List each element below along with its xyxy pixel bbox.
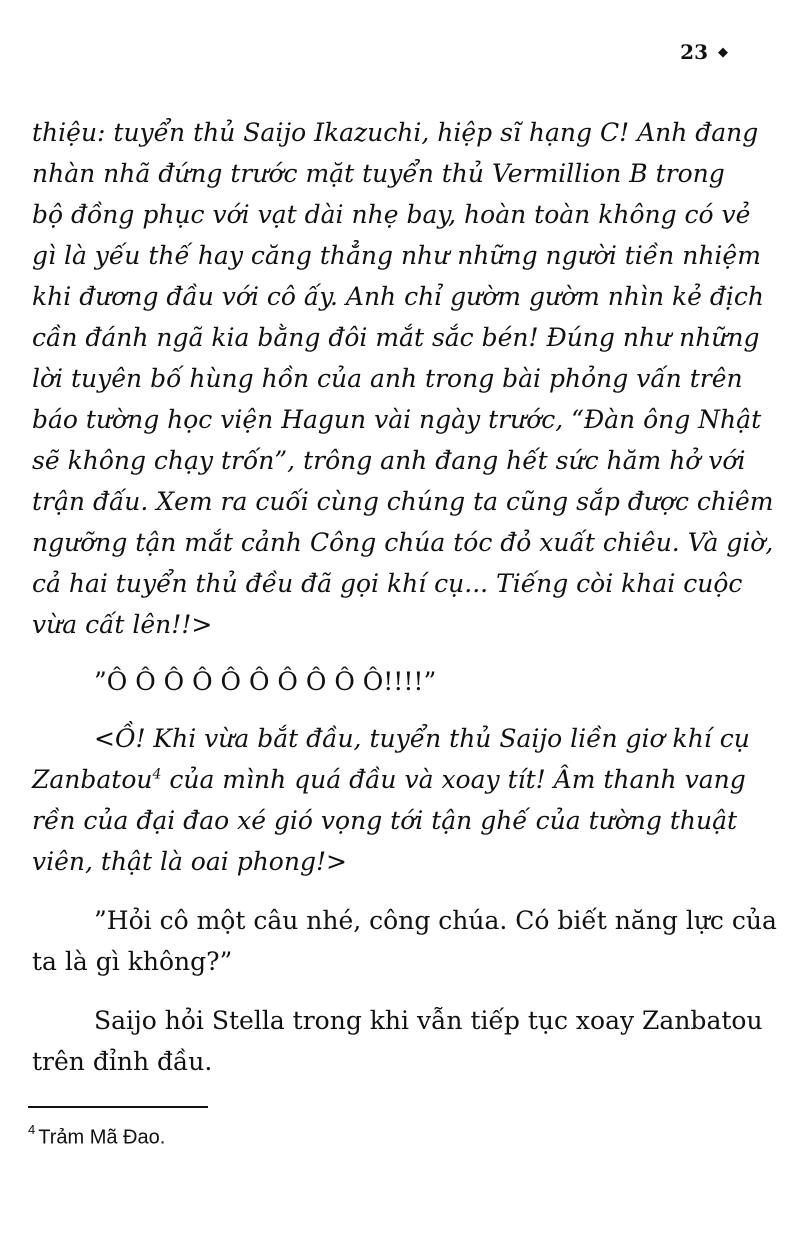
page-number: 23	[680, 40, 708, 64]
footnote-text: Trảm Mã Đao.	[38, 1126, 166, 1149]
text-line: rền của đại đao xé gió vọng tới tận ghế của tường thuật	[32, 806, 738, 835]
text-line: ta là gì không?”	[32, 947, 233, 976]
commentary-paragraph-2	[32, 718, 750, 882]
text-line: cần đánh ngã kia bằng đôi mắt sắc bén! Đúng như những	[32, 323, 760, 352]
narration-paragraph	[32, 1000, 763, 1082]
text-line	[32, 759, 746, 800]
zanbatou-word: Zanbatou	[32, 765, 153, 794]
text-line: báo tường học viện Hagun vài ngày trước, “Đàn ông Nhật	[32, 405, 762, 434]
footnote-divider	[28, 1106, 208, 1108]
footnote-number: 4	[28, 1122, 36, 1137]
text-line: ngưỡng tận mắt cảnh Công chúa tóc đỏ xuất chiêu. Và giờ,	[32, 528, 774, 557]
text-line: Saijo hỏi Stella trong khi vẫn tiếp tục xoay Zanbatou	[94, 1006, 763, 1035]
text-line: khi đương đầu với cô ấy. Anh chỉ gườm gườm nhìn kẻ địch	[32, 282, 765, 311]
commentary-paragraph-1	[32, 112, 774, 645]
dialogue-paragraph	[32, 900, 777, 982]
text-line: vừa cất lên!!>	[32, 610, 213, 639]
text-line: viên, thật là oai phong!>	[32, 847, 347, 876]
text-line: trận đấu. Xem ra cuối cùng chúng ta cũng sắp được chiêm	[32, 487, 774, 516]
text-fragment: của mình quá đầu và xoay tít! Âm thanh vang	[161, 765, 746, 794]
text-line: <Ồ! Khi vừa bắt đầu, tuyển thủ Saijo liền giơ khí cụ	[94, 724, 750, 753]
text-line: bộ đồng phục với vạt dài nhẹ bay, hoàn toàn không có vẻ	[32, 200, 751, 229]
footnote	[28, 1124, 165, 1150]
footnote-reference: 4	[152, 766, 162, 783]
text-line: trên đỉnh đầu.	[32, 1047, 213, 1076]
page-header	[680, 40, 728, 64]
text-line: gì là yếu thế hay căng thẳng như những người tiền nhiệm	[32, 241, 761, 270]
text-line: lời tuyên bố hùng hồn của anh trong bài phỏng vấn trên	[32, 364, 743, 393]
text-line: cả hai tuyển thủ đều đã gọi khí cụ... Tiếng còi khai cuộc	[32, 569, 743, 598]
text-line: thiệu: tuyển thủ Saijo Ikazuchi, hiệp sĩ hạng C! Anh đang	[32, 118, 759, 147]
shout-paragraph	[32, 661, 736, 702]
diamond-icon: ◆	[718, 44, 728, 60]
text-line: ”Ô Ô Ô Ô Ô Ô Ô Ô Ô Ô!!!!”	[94, 667, 437, 696]
text-line: nhàn nhã đứng trước mặt tuyển thủ Vermillion B trong	[32, 159, 725, 188]
body-text	[32, 112, 777, 1082]
text-line: ”Hỏi cô một câu nhé, công chúa. Có biết năng lực của	[94, 906, 777, 935]
text-line: sẽ không chạy trốn”, trông anh đang hết sức hăm hở với	[32, 446, 746, 475]
